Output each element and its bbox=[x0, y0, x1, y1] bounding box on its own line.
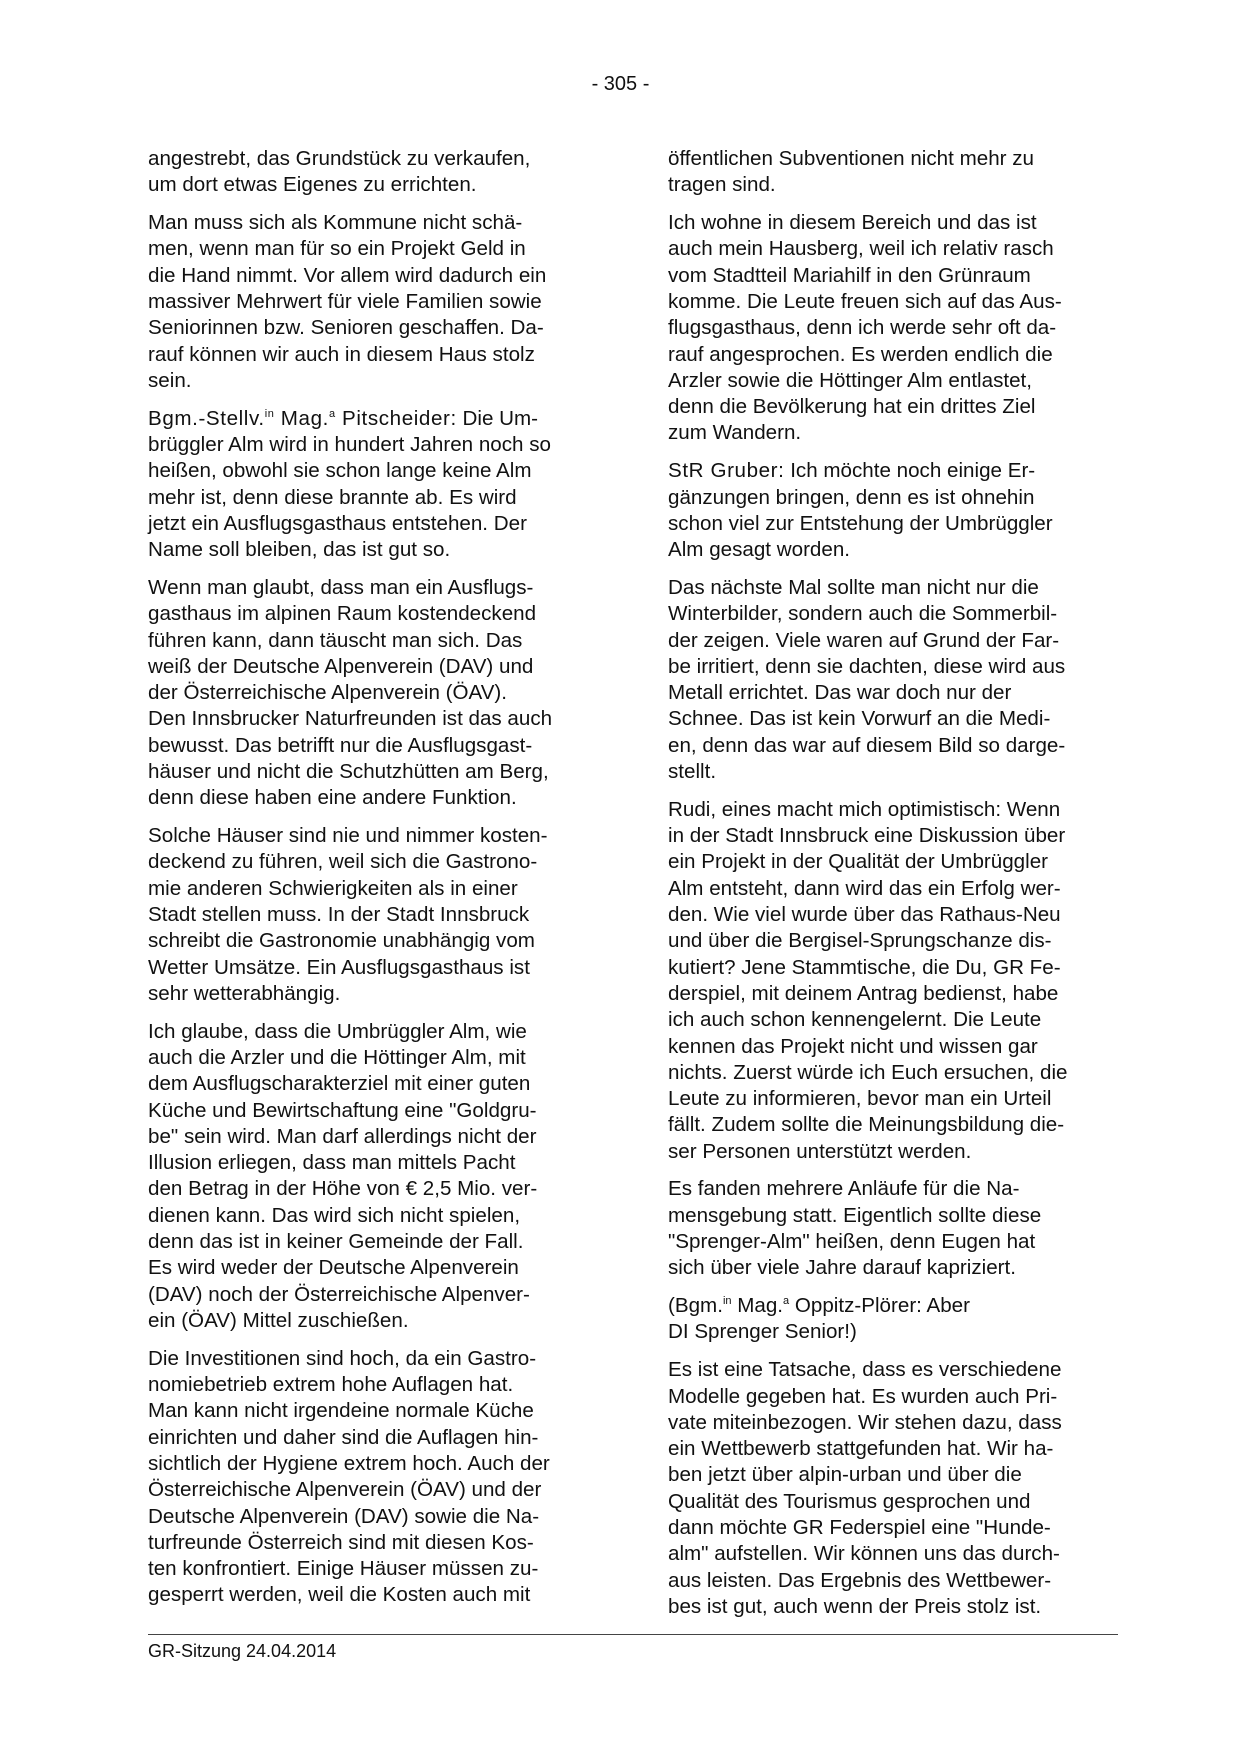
text-line: flugsgasthaus, denn ich werde sehr oft da- bbox=[668, 316, 1057, 340]
speaker-paragraph: StR Gruber: Ich möchte noch einige Er- gänzungen bringen, denn es ist ohnehin schon viel zur Entstehung der Umbrüggler Alm gesagt worden. bbox=[668, 459, 1053, 562]
paragraph bbox=[668, 575, 1128, 785]
text-line: ser Personen unterstützt werden. bbox=[668, 1139, 972, 1163]
text-line: Österreichische Alpenverein (ÖAV) und der bbox=[148, 1478, 542, 1502]
page-number: - 305 - bbox=[591, 73, 650, 95]
text-line: Das nächste Mal sollte man nicht nur die bbox=[668, 575, 1039, 599]
text-line: vate miteinbezogen. Wir stehen dazu, dass bbox=[668, 1410, 1062, 1434]
text-line: den Betrag in der Höhe von € 2,5 Mio. ver- bbox=[148, 1177, 538, 1201]
text-line: häuser und nicht die Schutzhütten am Berg, bbox=[148, 760, 549, 784]
text-line: Die Investitionen sind hoch, da ein Gastro- bbox=[148, 1346, 537, 1370]
text-line: Den Innsbrucker Naturfreunden ist das auch bbox=[148, 707, 553, 731]
text-line: denn diese haben eine andere Funktion. bbox=[148, 786, 517, 810]
text-line: Wenn man glaubt, dass man ein Ausflugs- bbox=[148, 575, 534, 599]
text-line: dem Ausflugscharakterziel mit einer guten bbox=[148, 1072, 531, 1096]
text-line: Rudi, eines macht mich optimistisch: Wenn bbox=[668, 797, 1061, 821]
right-column bbox=[668, 146, 1128, 1632]
text-line: "Sprenger-Alm" heißen, denn Eugen hat bbox=[668, 1230, 1036, 1254]
text-line: schreibt die Gastronomie unabhängig vom bbox=[148, 929, 535, 953]
text-line: be irritiert, denn sie dachten, diese wird aus bbox=[668, 654, 1066, 678]
text-line: Arzler sowie die Höttinger Alm entlastet, bbox=[668, 368, 1032, 392]
text-line: Stadt stellen muss. In der Stadt Innsbruck bbox=[148, 903, 530, 927]
text-line: Man kann nicht irgendeine normale Küche bbox=[148, 1399, 534, 1423]
text-line: fällt. Zudem sollte die Meinungsbildung die- bbox=[668, 1113, 1065, 1137]
text-line: mensgebung statt. Eigentlich sollte diese bbox=[668, 1203, 1042, 1227]
text-line: kennen das Projekt nicht und wissen gar bbox=[668, 1034, 1038, 1058]
paragraph bbox=[668, 146, 1128, 199]
text-line: gesperrt werden, weil die Kosten auch mit bbox=[148, 1583, 531, 1607]
text-line: gänzungen bringen, denn es ist ohnehin bbox=[668, 485, 1035, 509]
text-line: Winterbilder, sondern auch die Sommerbil- bbox=[668, 602, 1058, 626]
text-line: deckend zu führen, weil sich die Gastrono- bbox=[148, 850, 538, 874]
text-line: jetzt ein Ausflugsgasthaus entstehen. Der bbox=[148, 511, 527, 535]
text-line: ein Projekt in der Qualität der Umbrüggler bbox=[668, 850, 1049, 874]
footer-text: GR-Sitzung 24.04.2014 bbox=[148, 1641, 337, 1661]
text-line: Qualität des Tourismus gesprochen und bbox=[668, 1489, 1031, 1513]
speaker-name: Bgm.-Stellv.$^{in}$ Mag.$^a$ Pitscheider: bbox=[148, 406, 457, 430]
paragraph bbox=[668, 210, 1128, 447]
paragraph bbox=[668, 1176, 1128, 1281]
text-line: mie anderen Schwierigkeiten als in einer bbox=[148, 876, 518, 900]
text-line: Alm entsteht, dann wird das ein Erfolg wer- bbox=[668, 876, 1061, 900]
text-line: in der Stadt Innsbruck eine Diskussion über bbox=[668, 824, 1066, 848]
text-line: denn die Bevölkerung hat ein drittes Ziel bbox=[668, 395, 1036, 419]
text-line: einrichten und daher sind die Auflagen hin- bbox=[148, 1425, 539, 1449]
text-line: Es wird weder der Deutsche Alpenverein bbox=[148, 1256, 519, 1280]
text-line: vom Stadtteil Mariahilf in den Grünraum bbox=[668, 263, 1031, 287]
text-line: turfreunde Österreich sind mit diesen Kos- bbox=[148, 1530, 534, 1554]
text-line: Metall errichtet. Das war doch nur der bbox=[668, 681, 1012, 705]
text-line: sehr wetterabhängig. bbox=[148, 981, 341, 1005]
text-line: en, denn das war auf diesem Bild so darge- bbox=[668, 733, 1066, 757]
paragraph bbox=[668, 797, 1128, 1165]
text-line: Es ist eine Tatsache, dass es verschiedene bbox=[668, 1358, 1062, 1382]
text-line: rauf angesprochen. Es werden endlich die bbox=[668, 342, 1053, 366]
text-line: die Hand nimmt. Vor allem wird dadurch ein bbox=[148, 263, 547, 287]
text-line: brüggler Alm wird in hundert Jahren noch so bbox=[148, 432, 551, 456]
text-line: Wetter Umsätze. Ein Ausflugsgasthaus ist bbox=[148, 955, 530, 979]
speaker-paragraph: Bgm.-Stellv.$^{in}$ Mag.$^a$ Pitscheider: Die Um- brüggler Alm wird in hundert Jahren noch so heißen, obwohl sie schon lange keine Alm mehr ist, denn diese brannte ab. Es wird jetzt ein Ausflugsgasthaus entstehen. Der Name soll bleiben, das ist gut so. bbox=[148, 406, 551, 562]
text-line: stellt. bbox=[668, 760, 717, 784]
text-line: men, wenn man für so ein Projekt Geld in bbox=[148, 237, 526, 261]
text-line: nomiebetrieb extrem hohe Auflagen hat. bbox=[148, 1373, 514, 1397]
paragraph bbox=[148, 823, 608, 1007]
text-line: Küche und Bewirtschaftung eine "Goldgru- bbox=[148, 1098, 537, 1122]
text-line: sein. bbox=[148, 368, 192, 392]
text-line: dann möchte GR Federspiel eine "Hunde- bbox=[668, 1516, 1051, 1540]
text-line: ein Wettbewerb stattgefunden hat. Wir ha- bbox=[668, 1437, 1054, 1461]
text-line: Ich wohne in diesem Bereich und das ist bbox=[668, 211, 1037, 235]
paragraph bbox=[148, 210, 608, 394]
text-line: kutiert? Jene Stammtische, die Du, GR Fe- bbox=[668, 955, 1061, 979]
text-line: heißen, obwohl sie schon lange keine Alm bbox=[148, 459, 532, 483]
text-line: auch mein Hausberg, weil ich relativ rasch bbox=[668, 237, 1054, 261]
text-line: ein (ÖAV) Mittel zuschießen. bbox=[148, 1308, 409, 1332]
text-line: Name soll bleiben, das ist gut so. bbox=[148, 538, 451, 562]
text-line: Modelle gegeben hat. Es wurden auch Pri- bbox=[668, 1384, 1058, 1408]
text-line: Ich glaube, dass die Umbrüggler Alm, wie bbox=[148, 1019, 527, 1043]
paragraph bbox=[148, 575, 608, 812]
text-line: Alm gesagt worden. bbox=[668, 538, 851, 562]
text-line: öffentlichen Subventionen nicht mehr zu bbox=[668, 147, 1034, 170]
text-line: Es fanden mehrere Anläufe für die Na- bbox=[668, 1177, 1020, 1201]
text-line: bewusst. Das betrifft nur die Ausflugsgast- bbox=[148, 733, 533, 757]
text-line: sich über viele Jahre darauf kapriziert. bbox=[668, 1256, 1016, 1280]
paragraph bbox=[148, 146, 608, 199]
text-line: aus leisten. Das Ergebnis des Wettbewer- bbox=[668, 1568, 1052, 1592]
text-line: denn das ist in keiner Gemeinde der Fall. bbox=[148, 1230, 524, 1254]
text-line: ben jetzt über alpin-urban und über die bbox=[668, 1463, 1022, 1487]
text-line: nichts. Zuerst würde ich Euch ersuchen, die bbox=[668, 1060, 1068, 1084]
text-line: derspiel, mit deinem Antrag bedienst, habe bbox=[668, 981, 1059, 1005]
text-line: Man muss sich als Kommune nicht schä- bbox=[148, 211, 523, 235]
text-line: mehr ist, denn diese brannte ab. Es wird bbox=[148, 485, 517, 509]
text-line: Illusion erliegen, dass man mittels Pacht bbox=[148, 1151, 516, 1175]
text-line: auch die Arzler und die Höttinger Alm, mit bbox=[148, 1046, 526, 1069]
text-line: und über die Bergisel-Sprungschanze dis- bbox=[668, 929, 1052, 953]
text-line: tragen sind. bbox=[668, 173, 776, 197]
text-line: Schnee. Das ist kein Vorwurf an die Medi- bbox=[668, 707, 1051, 731]
text-line: komme. Die Leute freuen sich auf das Aus- bbox=[668, 289, 1062, 313]
paragraph bbox=[148, 1019, 608, 1335]
text-line: gasthaus im alpinen Raum kostendeckend bbox=[148, 602, 537, 626]
text-line: Seniorinnen bzw. Senioren geschaffen. Da- bbox=[148, 316, 544, 340]
text-line: den. Wie viel wurde über das Rathaus-Neu bbox=[668, 903, 1061, 927]
text-line: be" sein wird. Man darf allerdings nicht der bbox=[148, 1124, 537, 1148]
left-column bbox=[148, 146, 608, 1620]
text-line: alm" aufstellen. Wir können uns das durch- bbox=[668, 1542, 1060, 1566]
text-line: ich auch schon kennengelernt. Die Leute bbox=[668, 1008, 1042, 1032]
speaker-name: StR Gruber: bbox=[668, 459, 785, 483]
text-line: schon viel zur Entstehung der Umbrüggler bbox=[668, 511, 1053, 535]
text-line: der Österreichische Alpenverein (ÖAV). bbox=[148, 681, 508, 705]
text-line: weiß der Deutsche Alpenverein (DAV) und bbox=[148, 654, 534, 678]
text-line: Solche Häuser sind nie und nimmer kosten- bbox=[148, 824, 548, 848]
text-line: zum Wandern. bbox=[668, 421, 802, 445]
text-line: ten konfrontiert. Einige Häuser müssen zu- bbox=[148, 1557, 539, 1581]
footer-divider bbox=[148, 1634, 1118, 1635]
text-line: rauf können wir auch in diesem Haus stolz bbox=[148, 342, 535, 366]
text-line: der zeigen. Viele waren auf Grund der Far- bbox=[668, 628, 1060, 652]
text-line: Deutsche Alpenverein (DAV) sowie die Na- bbox=[148, 1504, 540, 1528]
paragraph bbox=[148, 1346, 608, 1609]
paragraph bbox=[668, 1357, 1128, 1620]
text-line: sichtlich der Hygiene extrem hoch. Auch der bbox=[148, 1451, 550, 1475]
text-line: angestrebt, das Grundstück zu verkaufen, bbox=[148, 147, 531, 170]
text-line: dienen kann. Das wird sich nicht spielen, bbox=[148, 1203, 521, 1227]
text-line: (DAV) noch der Österreichische Alpenver- bbox=[148, 1282, 530, 1306]
text-line: bes ist gut, auch wenn der Preis stolz ist. bbox=[668, 1594, 1042, 1618]
interjection: (Bgm.$^{in}$ Mag.$^a$ Oppitz-Plörer: Aber DI Sprenger Senior!) bbox=[668, 1294, 970, 1344]
text-line: massiver Mehrwert für viele Familien sowie bbox=[148, 289, 542, 313]
text-line: um dort etwas Eigenes zu errichten. bbox=[148, 173, 477, 197]
text-line: führen kann, dann täuscht man sich. Das bbox=[148, 628, 523, 652]
text-line: Leute zu informieren, bevor man ein Urteil bbox=[668, 1087, 1052, 1111]
